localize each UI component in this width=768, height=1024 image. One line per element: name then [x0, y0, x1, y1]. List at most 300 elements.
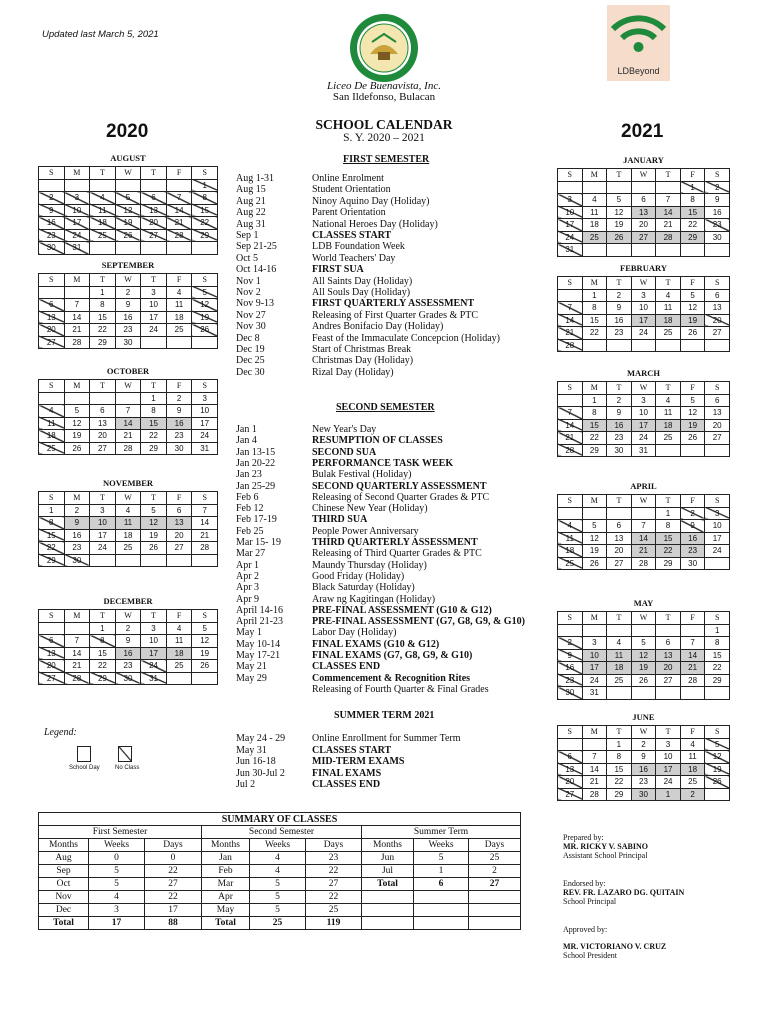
event-title: Start of Christmas Break [312, 344, 412, 355]
day-cell: 5 [582, 520, 607, 533]
day-cell: 2 [115, 286, 141, 299]
day-cell [631, 507, 656, 520]
day-cell: 21 [558, 327, 583, 340]
signatory-name: MR. RICKY V. SABINO [563, 842, 648, 851]
day-cell: 19 [631, 662, 656, 675]
event-title: National Heroes Day (Holiday) [312, 218, 438, 230]
event-date: Apr 2 [236, 570, 260, 582]
summary-cell: 5 [250, 878, 306, 891]
event-title: CLASSES START [312, 744, 392, 756]
event-date: Aug 15 [236, 184, 266, 196]
event-title: Commencement & Recognition Rites [312, 672, 471, 684]
event-date: Nov 30 [236, 321, 266, 333]
day-cell: 27 [39, 336, 65, 349]
day-cell: 25 [656, 432, 681, 445]
day-cell: 10 [705, 520, 730, 533]
day-cell: 4 [607, 637, 632, 650]
weekday-header: M [582, 726, 607, 739]
weekday-header: F [166, 167, 192, 180]
summary-cell: 88 [145, 917, 202, 930]
day-cell: 3 [631, 394, 656, 407]
day-cell: 1 [582, 394, 607, 407]
summary-cell: 25 [306, 904, 362, 917]
month-grid-march [557, 381, 730, 457]
day-cell: 17 [631, 314, 656, 327]
day-cell: 14 [166, 204, 192, 217]
event-date: Feb 25 [236, 525, 264, 537]
day-cell: 10 [582, 649, 607, 662]
month-name: FEBRUARY [620, 263, 667, 273]
summary-cell: 2 [469, 865, 521, 878]
summary-cell: 5 [414, 852, 469, 865]
weekday-header: W [115, 167, 141, 180]
day-cell [582, 738, 607, 751]
weekday-header: S [192, 610, 218, 623]
day-cell: 8 [90, 635, 116, 648]
day-cell: 11 [656, 407, 681, 420]
day-cell: 27 [705, 327, 730, 340]
weekday-header: S [705, 169, 730, 182]
month-grid-november [38, 491, 218, 567]
day-cell: 17 [656, 763, 681, 776]
weekday-header: T [607, 612, 632, 625]
day-cell: 10 [558, 206, 583, 219]
day-cell [705, 444, 730, 457]
day-cell: 9 [607, 407, 632, 420]
day-cell [607, 244, 632, 257]
weekday-header: F [680, 495, 705, 508]
day-cell: 11 [166, 299, 192, 312]
summary-cell: 17 [89, 917, 145, 930]
weekday-header: S [558, 382, 583, 395]
event-date: May 10-14 [236, 638, 281, 650]
weekday-header: F [166, 610, 192, 623]
day-cell [631, 181, 656, 194]
day-cell: 13 [558, 763, 583, 776]
event-date: Jul 2 [236, 779, 256, 790]
signatory-label: Prepared by: [563, 833, 604, 842]
day-cell: 5 [631, 637, 656, 650]
month-grid-october [38, 379, 218, 455]
day-cell: 31 [192, 442, 218, 455]
summary-cell [469, 917, 521, 930]
summary-cell: 0 [89, 852, 145, 865]
event-title: PRE-FINAL ASSESSMENT (G7, G8, G9, & G10) [312, 616, 525, 628]
day-cell [90, 242, 116, 255]
summary-cell: 22 [306, 865, 362, 878]
day-cell: 12 [582, 532, 607, 545]
summary-col-header: Months [39, 839, 89, 852]
day-cell: 1 [582, 289, 607, 302]
day-cell [141, 179, 167, 192]
school-day-swatch [77, 746, 91, 762]
summary-group: First Semester [39, 826, 202, 839]
wifi-icon [607, 5, 670, 65]
day-cell: 3 [582, 637, 607, 650]
day-cell: 5 [705, 738, 730, 751]
event-title: FINAL EXAMS (G7, G8, G9, & G10) [312, 650, 473, 661]
day-cell: 9 [115, 635, 141, 648]
summary-cell: 1 [414, 865, 469, 878]
day-cell: 12 [607, 206, 632, 219]
weekday-header: F [680, 726, 705, 739]
summary-cell: 25 [469, 852, 521, 865]
day-cell: 5 [115, 192, 141, 205]
day-cell: 7 [680, 637, 705, 650]
day-cell: 6 [656, 637, 681, 650]
summary-cell: 27 [145, 878, 202, 891]
day-cell: 4 [166, 286, 192, 299]
day-cell [607, 339, 632, 352]
weekday-header: S [705, 382, 730, 395]
month-grid-december [38, 609, 218, 685]
day-cell [166, 242, 192, 255]
day-cell: 7 [115, 405, 141, 418]
day-cell: 19 [192, 647, 218, 660]
event-date: Aug 21 [236, 195, 266, 207]
day-cell: 24 [64, 229, 90, 242]
day-cell: 18 [90, 217, 116, 230]
summary-cell [414, 917, 469, 930]
weekday-header: S [705, 495, 730, 508]
day-cell: 4 [656, 289, 681, 302]
summary-cell: Total [362, 878, 414, 891]
summary-cell: 0 [145, 852, 202, 865]
summary-col-header: Weeks [414, 839, 469, 852]
day-cell: 18 [558, 545, 583, 558]
day-cell: 28 [64, 672, 90, 685]
month-grid-january [557, 168, 730, 257]
day-cell: 25 [115, 542, 141, 555]
day-cell: 4 [680, 738, 705, 751]
school-name: Liceo De Buenavista, Inc. [327, 80, 441, 92]
event-title: Online Enrolment [312, 173, 384, 184]
day-cell: 17 [192, 417, 218, 430]
day-cell: 24 [582, 674, 607, 687]
day-cell [166, 179, 192, 192]
day-cell: 16 [705, 206, 730, 219]
day-cell: 15 [141, 417, 167, 430]
day-cell [192, 672, 218, 685]
day-cell [166, 672, 192, 685]
day-cell: 6 [39, 299, 65, 312]
day-cell: 6 [631, 194, 656, 207]
day-cell: 22 [141, 430, 167, 443]
day-cell: 15 [582, 314, 607, 327]
day-cell: 5 [607, 194, 632, 207]
day-cell: 24 [656, 776, 681, 789]
day-cell: 19 [680, 314, 705, 327]
event-title: CLASSES START [312, 230, 392, 241]
weekday-header: S [705, 612, 730, 625]
summary-cell [414, 904, 469, 917]
day-cell: 21 [115, 430, 141, 443]
day-cell: 16 [631, 763, 656, 776]
ldbeyond-label: LDBeyond [617, 66, 660, 76]
day-cell: 17 [631, 419, 656, 432]
weekday-header: T [607, 726, 632, 739]
day-cell: 25 [607, 674, 632, 687]
day-cell: 19 [582, 545, 607, 558]
legend-title: Legend: [44, 727, 77, 738]
day-cell: 22 [39, 542, 65, 555]
year-right: 2021 [621, 121, 664, 142]
month-name: JUNE [632, 712, 655, 722]
day-cell: 21 [558, 432, 583, 445]
day-cell: 22 [582, 432, 607, 445]
month-name: JANUARY [623, 155, 664, 165]
day-cell: 12 [115, 204, 141, 217]
summary-cell: Nov [39, 891, 89, 904]
day-cell: 10 [141, 299, 167, 312]
day-cell: 2 [631, 738, 656, 751]
day-cell [680, 444, 705, 457]
weekday-header: M [582, 495, 607, 508]
day-cell [558, 507, 583, 520]
day-cell: 12 [680, 407, 705, 420]
day-cell [607, 181, 632, 194]
day-cell [39, 286, 65, 299]
day-cell: 28 [680, 674, 705, 687]
day-cell: 17 [558, 219, 583, 232]
day-cell: 30 [607, 444, 632, 457]
weekday-header: F [680, 169, 705, 182]
month-name: OCTOBER [106, 366, 150, 376]
day-cell [705, 244, 730, 257]
weekday-header: T [90, 492, 116, 505]
day-cell: 26 [680, 432, 705, 445]
day-cell [656, 244, 681, 257]
day-cell: 11 [680, 751, 705, 764]
day-cell: 26 [141, 542, 167, 555]
day-cell [64, 622, 90, 635]
month-name: MARCH [626, 368, 661, 378]
day-cell [166, 336, 192, 349]
day-cell: 17 [141, 647, 167, 660]
event-date: Mar 27 [236, 548, 266, 560]
day-cell: 2 [705, 181, 730, 194]
day-cell: 25 [39, 442, 65, 455]
day-cell [192, 336, 218, 349]
day-cell: 22 [680, 219, 705, 232]
day-cell: 26 [115, 229, 141, 242]
summary-cell: 5 [89, 865, 145, 878]
day-cell: 20 [705, 419, 730, 432]
day-cell: 21 [192, 529, 218, 542]
weekday-header: M [64, 274, 90, 287]
day-cell: 2 [39, 192, 65, 205]
summary-group: Second Semester [202, 826, 362, 839]
day-cell: 20 [90, 430, 116, 443]
event-date: Nov 2 [236, 287, 261, 298]
day-cell [631, 339, 656, 352]
summary-cell: 25 [250, 917, 306, 930]
summary-cell: 27 [306, 878, 362, 891]
month-name: APRIL [630, 481, 657, 491]
day-cell: 7 [656, 194, 681, 207]
month-grid-april [557, 494, 730, 570]
day-cell: 24 [631, 327, 656, 340]
day-cell: 13 [39, 647, 65, 660]
weekday-header: T [141, 610, 167, 623]
event-title: FINAL EXAMS (G10 & G12) [312, 638, 440, 650]
day-cell [705, 687, 730, 700]
day-cell: 26 [631, 674, 656, 687]
weekday-header: W [115, 274, 141, 287]
day-cell: 31 [631, 444, 656, 457]
day-cell [582, 181, 607, 194]
day-cell: 8 [192, 192, 218, 205]
weekday-header: F [680, 612, 705, 625]
day-cell: 22 [90, 660, 116, 673]
day-cell [39, 392, 65, 405]
day-cell [607, 624, 632, 637]
day-cell: 13 [166, 517, 192, 530]
weekday-header: M [64, 492, 90, 505]
day-cell [558, 289, 583, 302]
event-date: Sep 1 [236, 230, 259, 241]
school-seal-logo [348, 12, 420, 84]
day-cell: 4 [582, 194, 607, 207]
day-cell [582, 624, 607, 637]
day-cell: 26 [64, 442, 90, 455]
summary-cell: 22 [306, 891, 362, 904]
summary-col-header: Days [306, 839, 362, 852]
day-cell: 27 [166, 542, 192, 555]
day-cell: 17 [141, 311, 167, 324]
weekday-header: M [64, 167, 90, 180]
weekday-header: T [141, 492, 167, 505]
second-semester-heading: SECOND SEMESTER [336, 402, 435, 413]
day-cell: 11 [607, 649, 632, 662]
day-cell: 3 [656, 738, 681, 751]
day-cell: 1 [192, 179, 218, 192]
event-date: Jan 25-29 [236, 480, 276, 492]
day-cell: 26 [192, 660, 218, 673]
day-cell: 29 [192, 229, 218, 242]
day-cell: 25 [582, 231, 607, 244]
day-cell: 16 [115, 647, 141, 660]
day-cell: 18 [607, 662, 632, 675]
event-title: FINAL EXAMS [312, 767, 382, 779]
day-cell: 7 [192, 504, 218, 517]
day-cell: 10 [656, 751, 681, 764]
summary-cell: 5 [250, 904, 306, 917]
event-title: Releasing of Fourth Quarter & Final Grades [312, 683, 489, 695]
day-cell: 14 [582, 763, 607, 776]
signatory [563, 879, 684, 906]
weekday-header: F [166, 380, 192, 393]
day-cell: 6 [705, 394, 730, 407]
summary-cell [362, 891, 414, 904]
day-cell [656, 624, 681, 637]
day-cell [64, 392, 90, 405]
day-cell: 9 [115, 299, 141, 312]
event-date: Dec 25 [236, 355, 265, 367]
day-cell: 9 [705, 194, 730, 207]
day-cell: 7 [631, 520, 656, 533]
day-cell: 2 [558, 637, 583, 650]
summary-col-header: Months [362, 839, 414, 852]
weekday-header: M [582, 382, 607, 395]
day-cell: 19 [64, 430, 90, 443]
weekday-header: S [192, 274, 218, 287]
summary-cell: 4 [250, 852, 306, 865]
day-cell: 11 [166, 635, 192, 648]
event-title: PRE-FINAL ASSESSMENT (G10 & G12) [312, 604, 492, 616]
day-cell [607, 687, 632, 700]
event-title: FIRST SUA [312, 264, 364, 276]
day-cell: 9 [558, 649, 583, 662]
day-cell: 29 [90, 336, 116, 349]
day-cell: 16 [64, 529, 90, 542]
day-cell: 28 [558, 339, 583, 352]
event-date: May 21 [236, 661, 267, 673]
day-cell: 18 [656, 419, 681, 432]
day-cell [631, 624, 656, 637]
day-cell [680, 244, 705, 257]
day-cell: 18 [166, 647, 192, 660]
day-cell: 13 [39, 311, 65, 324]
day-cell: 18 [680, 763, 705, 776]
day-cell: 3 [141, 622, 167, 635]
month-grid-may [557, 611, 730, 700]
summary-col-header: Weeks [89, 839, 145, 852]
day-cell: 25 [680, 776, 705, 789]
event-title: Ninoy Aquino Day (Holiday) [312, 195, 430, 207]
event-date: Oct 5 [236, 252, 258, 264]
day-cell: 15 [680, 206, 705, 219]
event-date: Mar 15- 19 [236, 537, 281, 548]
day-cell: 20 [166, 529, 192, 542]
summary-cell: Dec [39, 904, 89, 917]
day-cell: 8 [141, 405, 167, 418]
month-grid-february [557, 276, 730, 352]
day-cell: 2 [607, 394, 632, 407]
updated-note: Updated last March 5, 2021 [42, 29, 159, 40]
event-date: Nov 9-13 [236, 298, 275, 310]
day-cell: 6 [90, 405, 116, 418]
weekday-header: T [90, 274, 116, 287]
day-cell: 23 [631, 776, 656, 789]
day-cell: 21 [582, 776, 607, 789]
day-cell: 29 [607, 788, 632, 801]
day-cell: 2 [115, 622, 141, 635]
day-cell: 24 [192, 430, 218, 443]
day-cell: 14 [631, 532, 656, 545]
day-cell: 17 [582, 662, 607, 675]
day-cell [582, 507, 607, 520]
day-cell: 7 [558, 302, 583, 315]
event-title: Christmas Day (Holiday) [312, 355, 414, 367]
signatory-name: REV. FR. LAZARO DG. QUITAIN [563, 888, 685, 897]
day-cell: 29 [141, 442, 167, 455]
day-cell: 2 [607, 289, 632, 302]
summary-title: SUMMARY OF CLASSES [39, 813, 521, 826]
day-cell: 15 [656, 532, 681, 545]
weekday-header: W [115, 610, 141, 623]
day-cell: 29 [582, 444, 607, 457]
weekday-header: S [39, 492, 65, 505]
day-cell: 20 [705, 314, 730, 327]
summary-cell [362, 904, 414, 917]
day-cell: 1 [90, 286, 116, 299]
day-cell: 11 [39, 417, 65, 430]
day-cell: 28 [166, 229, 192, 242]
day-cell: 31 [582, 687, 607, 700]
weekday-header: W [115, 492, 141, 505]
day-cell: 13 [141, 204, 167, 217]
